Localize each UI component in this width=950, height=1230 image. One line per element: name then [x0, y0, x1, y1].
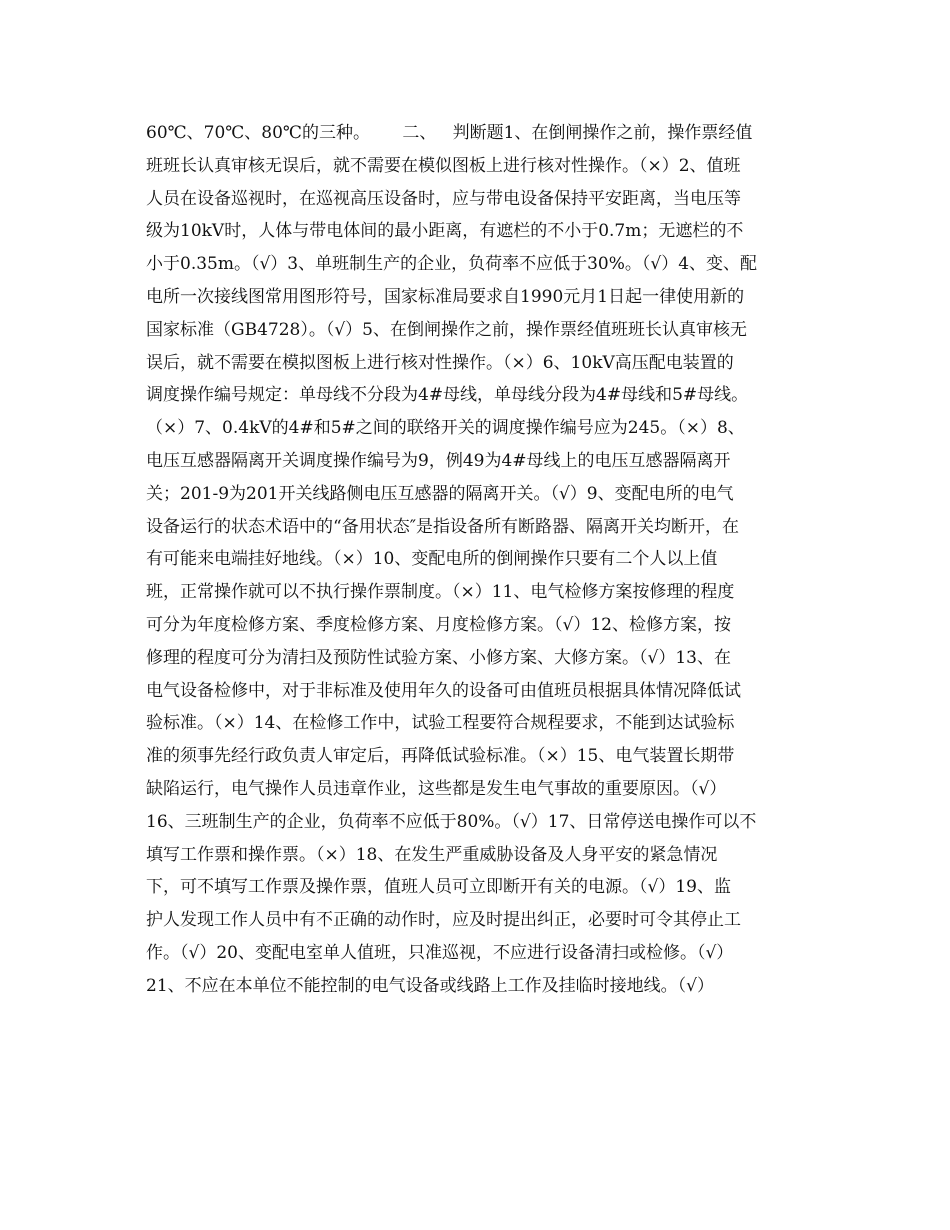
text-line: 护人发现工作人员中有不正确的动作时，应及时提出纠正，必要时可令其停止工: [146, 910, 741, 931]
body-text: [146, 117, 810, 1003]
text-line: 调度操作编号规定：单母线不分段为4#母线，单母线分段为4#母线和5#母线。: [146, 385, 749, 406]
text-line: 级为10kV时，人体与带电体间的最小距离，有遮栏的不小于0.7m；无遮栏的不: [146, 221, 744, 242]
text-line: 60℃、70℃、80℃的三种。 二、 判断题1、在倒闸操作之前，操作票经值: [146, 123, 753, 143]
text-line: 小于0.35m。（√）3、单班制生产的企业，负荷率不应低于30%。（√）4、变、配: [146, 254, 758, 275]
text-line: 误后，就不需要在模拟图板上进行核对性操作。（×）6、10kV高压配电装置的: [146, 352, 734, 373]
text-line: 修理的程度可分为清扫及预防性试验方案、小修方案、大修方案。（√）13、在: [146, 647, 731, 668]
text-line: 16、三班制生产的企业，负荷率不应低于80%。（√）17、日常停送电操作可以不: [146, 811, 757, 832]
text-line: 电气设备检修中，对于非标准及使用年久的设备可由值班员根据具体情况降低试: [146, 680, 741, 701]
text-line: 准的须事先经行政负责人审定后，再降低试验标准。（×）15、电气装置长期带: [146, 746, 735, 767]
text-line: 验标准。（×）14、在检修工作中，试验工程要符合规程要求，不能到达试验标: [146, 713, 735, 734]
text-line: 作。（√）20、变配电室单人值班，只准巡视，不应进行设备清扫或检修。（√）: [146, 942, 734, 963]
text-line: 21、不应在本单位不能控制的电气设备或线路上工作及挂临时接地线。（√）: [146, 975, 714, 996]
text-line: 班，正常操作就可以不执行操作票制度。（×）11、电气检修方案按修理的程度: [146, 582, 735, 603]
text-line: 下，可不填写工作票及操作票，值班人员可立即断开有关的电源。（√）19、监: [146, 877, 731, 898]
text-line: 国家标准（GB4728）。（√）5、在倒闸操作之前，操作票经值班班长认真审核无: [146, 319, 747, 340]
text-line: 电压互感器隔离开关调度操作编号为9，例49为4#母线上的电压互感器隔离开: [146, 450, 731, 471]
text-line: 缺陷运行，电气操作人员违章作业，这些都是发生电气事故的重要原因。（√）: [146, 778, 727, 799]
text-line: 电所一次接线图常用图形符号，国家标准局要求自1990元月1日起一律使用新的: [146, 286, 745, 307]
text-line: 人员在设备巡视时，在巡视高压设备时，应与带电设备保持平安距离，当电压等: [146, 188, 741, 209]
text-line: 设备运行的状态术语中的“备用状态″是指设备所有断路器、隔离开关均断开，在: [146, 516, 740, 537]
text-line: 关；201-9为201开关线路侧电压互感器的隔离开关。（√）9、变配电所的电气: [146, 483, 734, 504]
text-line: 有可能来电端挂好地线。（×）10、变配电所的倒闸操作只要有二个人以上值: [146, 549, 718, 570]
text-line: 可分为年度检修方案、季度检修方案、月度检修方案。（√）12、检修方案，按: [146, 614, 731, 635]
text-line: 班班长认真审核无误后，就不需要在模似图板上进行核对性操作。（×）2、值班: [146, 155, 741, 176]
text-line: （×）7、0.4kV的4#和5#之间的联络开关的调度操作编号应为245。（×）8、: [146, 418, 745, 439]
text-line: 填写工作票和操作票。（×）18、在发生严重威胁设备及人身平安的紧急情况: [146, 844, 718, 865]
